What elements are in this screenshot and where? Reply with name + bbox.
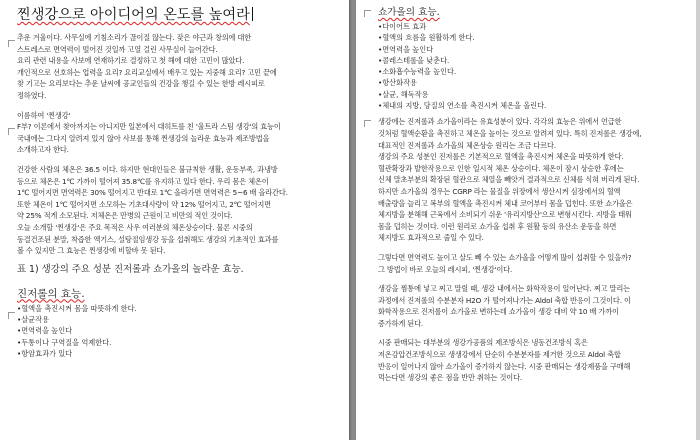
list-item: •항산화작용 — [378, 78, 417, 88]
text-line: 소개하고자 한다. — [17, 145, 69, 155]
text-line: 몸을 덥히는 것이다. 이런 원리로 쇼가올 섭취 후 원활 등의 유산소 운동을 하면 — [378, 221, 617, 231]
text-line: 추운 겨울이다. 사무실에 기침소리가 끊이질 않는다. 잦은 야근과 창의에 대한 — [17, 33, 252, 42]
text-line: 생강에는 진저롤과 쇼가올이라는 유효성분이 있다. 각각의 효능은 위에서 언급한 — [378, 117, 622, 127]
intro-paragraph[interactable] — [17, 32, 339, 102]
document-page-left[interactable] — [0, 0, 349, 440]
body-temperature-paragraph[interactable] — [17, 164, 339, 257]
shogaol-bullet-list[interactable] — [378, 21, 688, 111]
shogaol-heading[interactable]: 쇼가올의 효능. — [378, 7, 440, 18]
question-paragraph[interactable] — [378, 252, 688, 275]
text-cursor — [252, 7, 253, 21]
text-line: 대표적인 진저롤과 쇼가올의 체온상승 원리는 조금 다르다. — [378, 140, 556, 150]
text-line: 동결건조된 분말, 착즙한 엑기스, 설탕절임생강 등을 섭취해도 생강의 기초적인 효과를 — [17, 234, 279, 244]
mechanism-paragraph[interactable] — [378, 116, 688, 244]
gingerol-bullet-list[interactable] — [17, 303, 339, 359]
list-item: •살균, 해독작용 — [378, 89, 429, 99]
text-line: 화학작용으로 진저롤이 쇼가올로 변하는데 쇼가올이 생강 대비 약 10 배 가까이 — [378, 307, 619, 317]
text-line: 또한 체온이 1℃ 떨어지면 소모하는 기초대사량이 약 12% 떨어지고, 2℃ 떨어지면 — [17, 199, 271, 209]
process-paragraph[interactable] — [378, 283, 688, 329]
text-line: 건강한 사람의 체온은 36.5 이다. 하지만 현대인들은 불규칙한 생활, 운동부족, 과냉방 — [17, 164, 278, 174]
text-line: 시중 판매되는 대부분의 생강가공품의 제조방식은 냉동건조방식 혹은 — [378, 338, 588, 348]
text-line: 과정에서 진저롤의 수분분자 H2O 가 떨어져나가는 Aldol 축합 반응이 그것이다. 이 — [378, 295, 631, 305]
text-line: 증가하게 된다. — [378, 318, 424, 328]
list-item: •두통이나 구역질을 억제한다. — [17, 337, 112, 347]
gingerol-heading[interactable]: 진저롤의 효능. — [17, 287, 85, 300]
text-line: 오늘 소개할 '찐생강'은 주요 목적은 사우 여러분의 체온상승이다. 물론 시중의 — [17, 222, 253, 232]
text-line: 볼 수 있지만 그 효능은 찐생강에 비할바 못 된다. — [17, 246, 166, 256]
text-line: 국내에는 그다지 알려져 있지 않아 사보를 통해 찐생강의 놀라운 효능과 제조방법을 — [17, 133, 270, 143]
text-line: 요리 관련 내용을 사보에 연재하기로 결정하고 첫 해에 대한 고민이 많았다. — [17, 56, 245, 66]
text-line: 생강을 찜통에 넣고 찌고 말릴 때, 생강 내에서는 화학작용이 일어난다. 찌고 말리는 — [378, 284, 630, 294]
table-caption[interactable]: 표 1) 생강의 주요 성분 진저롤과 쇼가올의 놀라운 효능. — [17, 263, 244, 275]
text-line: 찾 기고는 요리보다는 추운 날씨에 공교인들의 건강을 챙길 수 있는 한방 레시피로 — [17, 79, 265, 89]
list-item: •살균작용 — [17, 314, 50, 324]
text-line: 개인적으로 선호하는 업력을 요리? 요리교실에서 배우고 있는 지중해 요리? 고민 끝에 — [17, 67, 277, 77]
list-item: •소화흡수능력을 높인다. — [378, 67, 457, 77]
text-line: 스트레스로 면역력이 떨어진 것일까 고열 걸린 사무실이 늘어간다. — [17, 44, 218, 54]
text-line: 그렇다면 면역력도 높이고 살도 빼 수 있는 쇼가올을 어떻게 많이 섭취할 수 있을까? — [378, 252, 632, 262]
text-line: 체지방을 분해해 근육에서 소비되기 쉬운 '유리지방산'으로 변형시킨다. 지방을 태워 — [378, 210, 632, 220]
text-line: 체지방도 효과적으로 줄일 수 있다. — [378, 233, 484, 243]
list-item: •면역력을 높인다 — [378, 44, 434, 54]
text-line: 배출량을 늘리고 복부의 혈액을 촉진시켜 체내 코어부터 몸을 덥힌다. 또한 쇼가올은 — [378, 198, 633, 208]
text-line: 하지만 쇼가올의 경우는 CGRP 라는 물질을 위장에서 생산시켜 심장에서의 혈액 — [378, 186, 621, 196]
text-line: 저온감압건조방식으로 생생강에서 단순히 수분분자를 제거한 것으로 Aldol 축합 — [378, 350, 621, 360]
text-line: 이름하여 '찐생강' — [17, 110, 71, 120]
text-line: 것처럼 혈액순환을 촉진하고 체온을 높이는 것으로 알려져 있다. 특히 진저롤은 생강에, — [378, 128, 642, 138]
list-item: •면역력을 높인다 — [17, 326, 73, 336]
text-line: 그 방법이 바로 오늘의 레시피, '찐생강'이다. — [378, 264, 513, 274]
vertical-scrollbar[interactable] — [696, 0, 700, 440]
text-line: 정하였다. — [17, 90, 47, 100]
text-line: 생강의 주요 성분인 진저롤은 기본적으로 혈액을 촉진시켜 체온을 따뜻하게 한다. — [378, 152, 624, 162]
text-line: 반응이 일어나지 않아 쇼가올이 증가하지 않는다. 시중 판매되는 생강제품을 구매해 — [378, 361, 631, 371]
page-gutter — [349, 0, 356, 440]
text-line: 혈관확장과 발한작용으로 인한 일시적 체온 상승이다. 체온이 잠시 상승한 후에는 — [378, 163, 624, 173]
list-item: •다이어트 효과 — [378, 22, 427, 31]
list-item: •혈액을 촉진시켜 몸을 따뜻하게 한다. — [17, 303, 137, 313]
text-line: 등으로 체온은 1℃ 가까이 떨어져 35.8℃를 유지하고 있다 한다. 우리 몸은 체온이 — [17, 176, 269, 186]
text-line: 1℃ 떨어지면 면역력은 30% 떨어지고 반대로 1℃ 올라가면 면역력은 5~6 배 올라간다. — [17, 188, 288, 198]
text-line: 신체 말초부분의 확장된 혈관으로 체열을 빼앗겨 결과적으로 신체를 식혀 버리게 된다. — [378, 175, 640, 185]
list-item: •항암효과가 있다 — [17, 348, 73, 358]
paragraph-corner-mark — [8, 128, 15, 135]
list-item: •콜레스테롤을 낮춘다. — [378, 55, 450, 65]
document-page-right[interactable] — [356, 0, 700, 440]
market-paragraph[interactable] — [378, 337, 688, 383]
text-line: 약 25% 적게 소모된다. 저체온은 만병의 근원이고 비만의 적인 것이다. — [17, 211, 233, 221]
list-item: •체내의 지방, 당질의 연소를 촉진시켜 체온을 올린다. — [378, 101, 547, 111]
paragraph-corner-mark — [8, 312, 15, 319]
list-item: •혈액의 흐름을 원활하게 한다. — [378, 33, 475, 43]
paragraph-corner-mark — [364, 10, 371, 17]
paragraph-corner-mark — [8, 40, 15, 47]
text-line: 먹는다면 생강의 좋은 점을 반만 취하는 것이다. — [378, 373, 523, 383]
name-paragraph[interactable] — [17, 110, 339, 156]
paragraph-corner-mark — [364, 120, 371, 127]
text-line: F부? 이론에서 찾아까지는 아니지만 일본에서 대히트를 친 '울트라 스팀 생강'의 효능이 — [17, 122, 281, 132]
document-title[interactable]: 찐생강으로 아이디어의 온도를 높여라 — [17, 6, 339, 24]
